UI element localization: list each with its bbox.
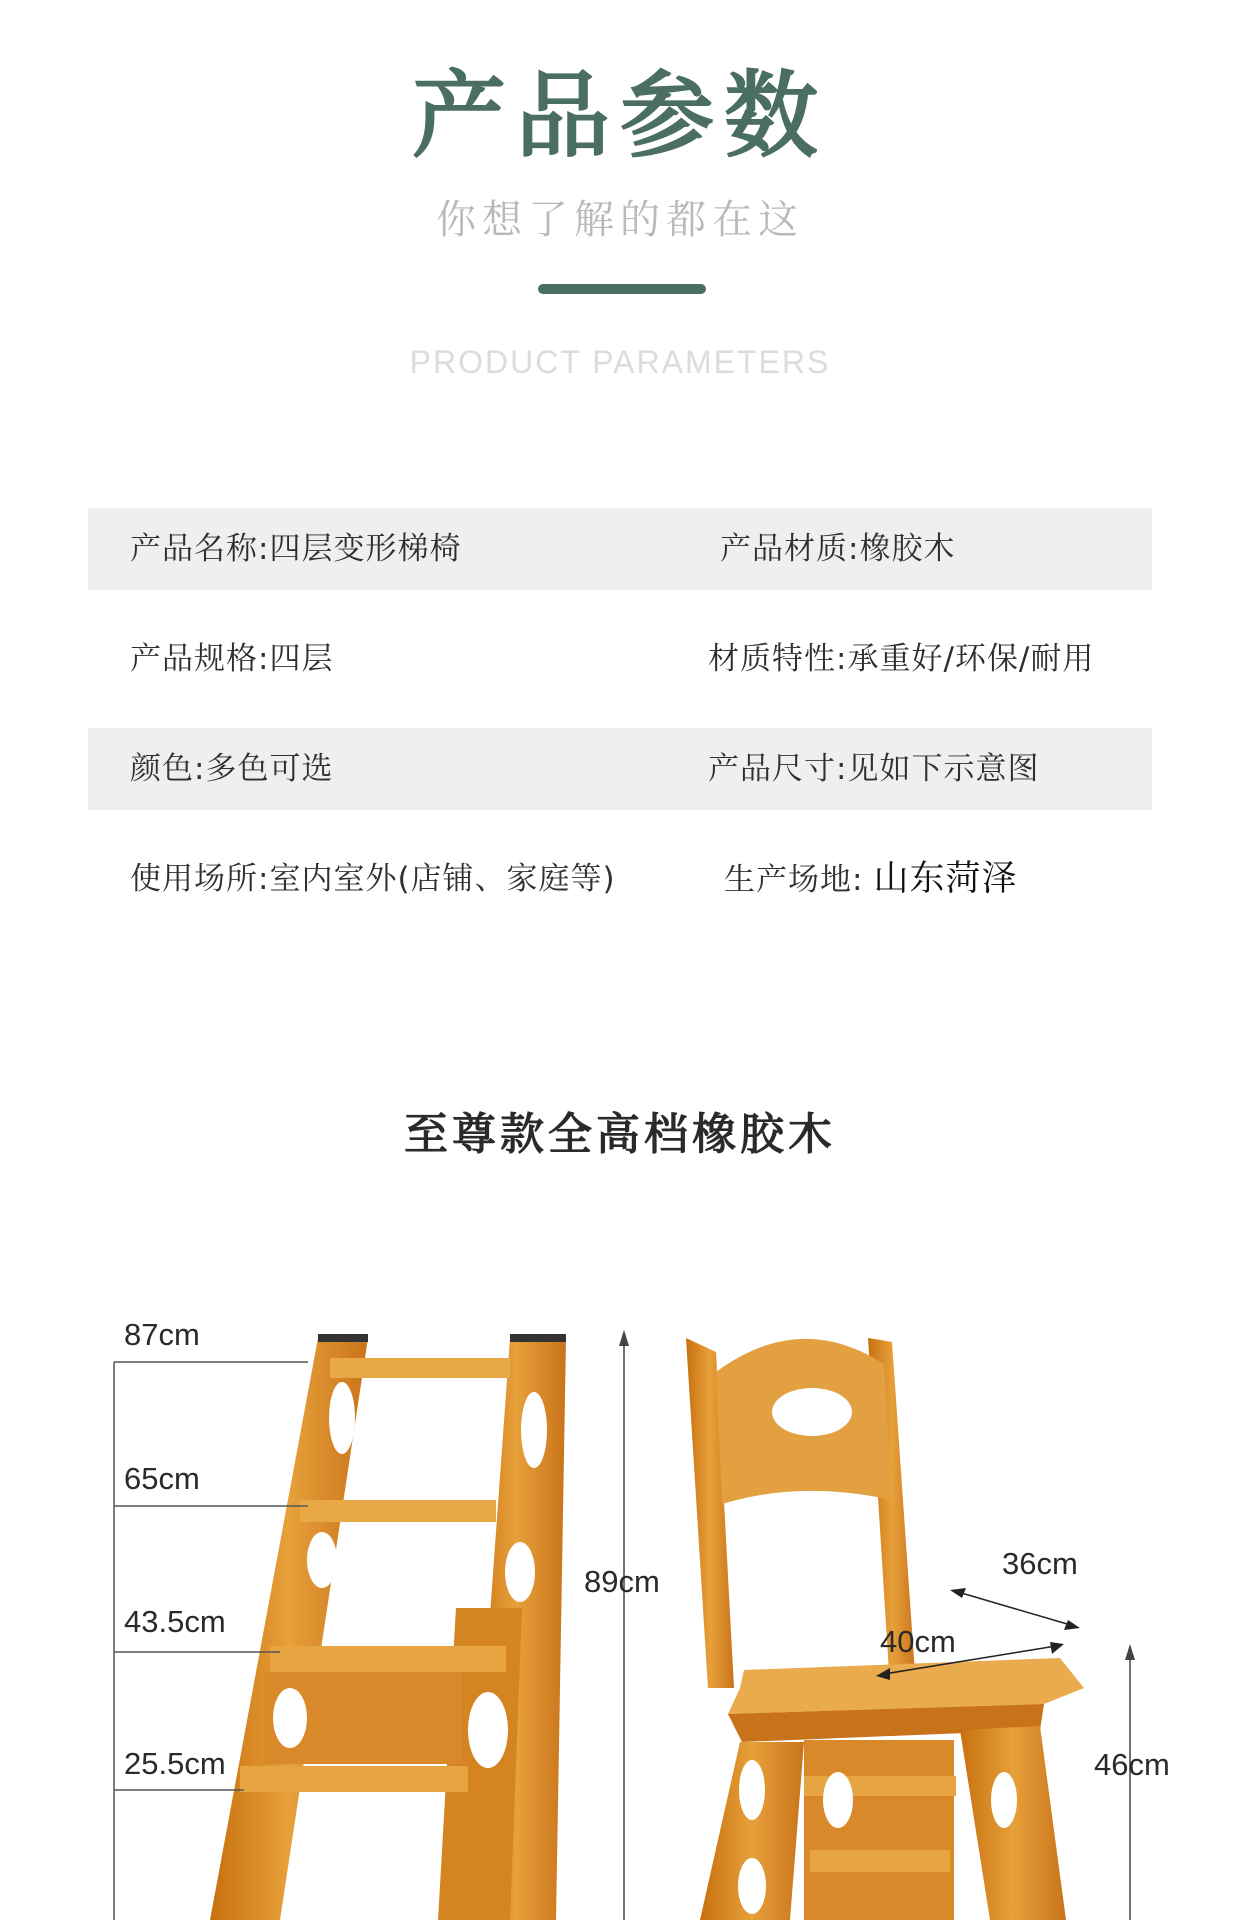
ladder-illustration [210, 1334, 566, 1920]
english-subtitle: PRODUCT PARAMETERS [409, 344, 831, 380]
spec-origin-label: 生产场地: [724, 862, 864, 898]
title-divider [538, 284, 706, 294]
total-height-arrow [619, 1330, 629, 1920]
seat-depth-label: 36cm [1002, 1546, 1078, 1581]
spec-row [88, 728, 1152, 810]
spec-row [88, 618, 1152, 700]
spec-material: 产品材质:橡胶木 [720, 531, 956, 567]
spec-origin [724, 838, 1017, 920]
ladder-height-25-5: 25.5cm [124, 1746, 226, 1781]
spec-material-features: 材质特性:承重好/环保/耐用 [708, 641, 1095, 677]
ladder-height-65: 65cm [124, 1461, 200, 1496]
seat-depth-arrow [950, 1588, 1080, 1630]
page-subtitle: 你想了解的都在这 [436, 197, 804, 243]
section-title: 至尊款全高档橡胶木 [404, 1109, 836, 1160]
ladder-height-87: 87cm [124, 1317, 200, 1352]
spec-color: 颜色:多色可选 [130, 751, 334, 787]
seat-height-label: 46cm [1094, 1747, 1170, 1782]
spec-layers: 产品规格:四层 [130, 641, 334, 677]
seat-width-label: 40cm [880, 1624, 956, 1659]
seat-height-arrow [1125, 1644, 1135, 1920]
spec-row [88, 838, 1152, 920]
page-title: 产品参数 [411, 62, 828, 171]
spec-product-name: 产品名称:四层变形梯椅 [130, 531, 462, 567]
spec-size: 产品尺寸:见如下示意图 [708, 751, 1040, 787]
spec-origin-value: 山东菏泽 [873, 859, 1018, 899]
total-height-label: 89cm [584, 1564, 660, 1599]
product-dimension-illustration [0, 1290, 1240, 1920]
spec-row [88, 508, 1152, 590]
spec-usage: 使用场所:室内室外(店铺、家庭等) [130, 861, 616, 897]
ladder-height-43-5: 43.5cm [124, 1604, 226, 1639]
